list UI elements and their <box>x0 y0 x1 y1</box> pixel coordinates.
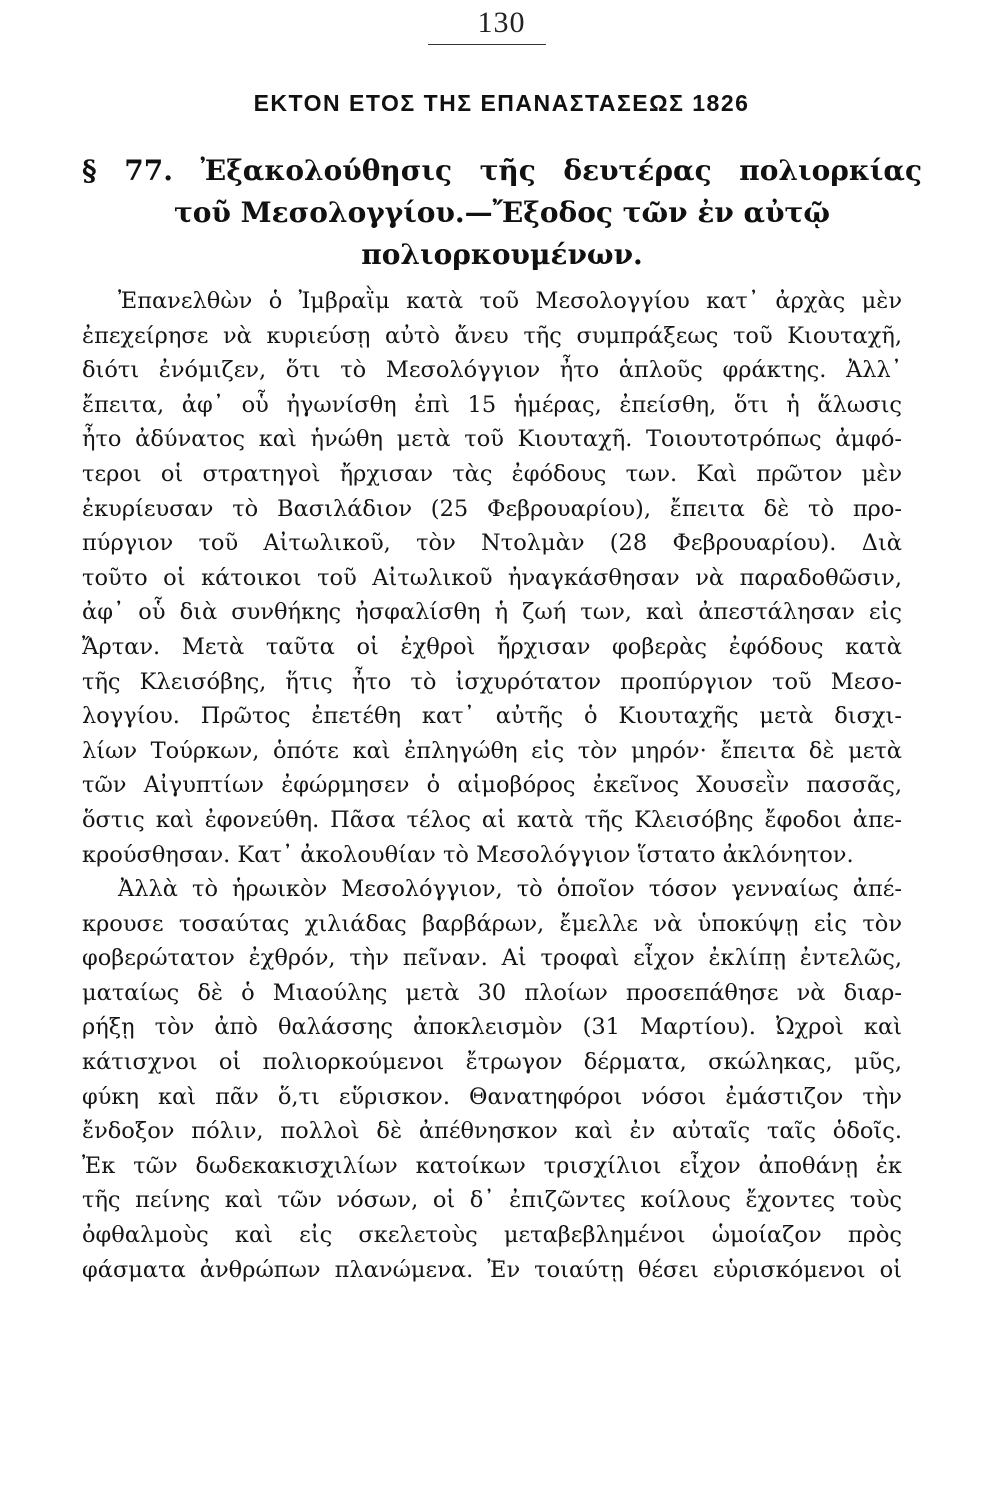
text-line: τῶν Αἰγυπτίων ἐφώρμησεν ὁ αἱμοβόρος ἐκεῖνος Χουσεῒν πασσᾶς, <box>82 772 902 799</box>
text-line: ἐπεχείρησε νὰ κυριεύσῃ αὐτὸ ἄνευ τῆς συμπράξεως τοῦ Κιουταχῆ, <box>82 322 902 349</box>
text-line: ἦτο ἀδύνατος καὶ ἡνώθη μετὰ τοῦ Κιουταχῆ. Τοιουτοτρόπως ἀμφό- <box>82 426 902 453</box>
text-line: τεροι οἱ στρατηγοὶ ἤρχισαν τὰς ἐφόδους των. Καὶ πρῶτον μὲν <box>82 460 902 487</box>
page-number-rule <box>428 44 546 45</box>
text-line: τῆς Κλεισόβης, ἥτις ἦτο τὸ ἰσχυρότατον προπύργιον τοῦ Μεσο- <box>82 668 902 695</box>
page-number: 130 <box>477 6 526 39</box>
text-line: τῆς πείνης καὶ τῶν νόσων, οἱ δ᾽ ἐπιζῶντες κοίλους ἔχοντες τοὺς <box>82 1187 902 1214</box>
text-line: Ἐπανελθὼν ὁ Ἰμβραῒμ κατὰ τοῦ Μεσολογγίου κατ᾽ ἀρχὰς μὲν <box>118 288 902 314</box>
text-line: ματαίως δὲ ὁ Μιαούλης μετὰ 30 πλοίων προσεπάθησε νὰ διαρ- <box>82 979 902 1006</box>
text-line: λίων Τούρκων, ὁπότε καὶ ἐπληγώθη εἰς τὸν μηρόν· ἔπειτα δὲ μετὰ <box>82 737 902 764</box>
text-line: ἀφ᾽ οὗ διὰ συνθήκης ἠσφαλίσθη ἡ ζωή των, καὶ ἀπεστάλησαν εἰς <box>82 599 902 626</box>
text-line: Ἄρταν. Μετὰ ταῦτα οἱ ἐχθροὶ ἤρχισαν φοβερὰς ἐφόδους κατὰ <box>82 633 902 660</box>
text-line: διότι ἐνόμιζεν, ὅτι τὸ Μεσολόγγιον ἦτο ἁπλοῦς φράκτης. Ἀλλ᾽ <box>82 357 902 384</box>
text-line: κρούσθησαν. Κατ᾽ ἀκολουθίαν τὸ Μεσολόγγιον ἵστατο ἀκλόνητον. <box>82 841 854 868</box>
text-line: λογγίου. Πρῶτος ἐπετέθη κατ᾽ αὐτῆς ὁ Κιουταχῆς μετὰ δισχι- <box>82 703 902 730</box>
section-heading-line-2: τοῦ Μεσολογγίου.—Ἔξοδος τῶν ἐν αὐτῷ <box>173 196 831 229</box>
body-paragraphs <box>82 284 902 1287</box>
text-line: πύργιον τοῦ Αἰτωλικοῦ, τὸν Ντολμὰν (28 Φεβρουαρίου). Διὰ <box>82 530 902 557</box>
text-line: ὅστις καὶ ἐφονεύθη. Πᾶσα τέλος αἱ κατὰ τῆς Κλεισόβης ἔφοδοι ἀπε- <box>82 806 902 833</box>
text-line: ἔπειτα, ἀφ᾽ οὗ ἠγωνίσθη ἐπὶ 15 ἡμέρας, ἐπείσθη, ὅτι ἡ ἅλωσις <box>82 391 902 418</box>
text-line: ἔνδοξον πόλιν, πολλοὶ δὲ ἀπέθνησκον καὶ ἐν αὐταῖς ταῖς ὁδοῖς. <box>82 1118 902 1145</box>
running-head: ΕΚΤΟΝ ΕΤΟΣ ΤΗΣ ΕΠΑΝΑΣΤΑΣΕΩΣ 1826 <box>253 90 750 116</box>
text-line: κάτισχνοι οἱ πολιορκούμενοι ἔτρωγον δέρματα, σκώληκας, μῦς, <box>82 1049 902 1076</box>
text-line: φύκη καὶ πᾶν ὅ,τι εὕρισκον. Θανατηφόροι νόσοι ἐμάστιζον τὴν <box>82 1083 902 1110</box>
text-line: φοβερώτατον ἐχθρόν, τὴν πεῖναν. Αἱ τροφαὶ εἶχον ἐκλίπῃ ἐντελῶς, <box>82 945 902 972</box>
section-heading <box>82 150 922 276</box>
text-line: ἐκυρίευσαν τὸ Βασιλάδιον (25 Φεβρουαρίου), ἔπειτα δὲ τὸ προ- <box>82 495 902 522</box>
text-line: τοῦτο οἱ κάτοικοι τοῦ Αἰτωλικοῦ ἠναγκάσθησαν νὰ παραδοθῶσιν, <box>82 564 902 591</box>
section-heading-line-1: § 77. Ἐξακολούθησις τῆς δευτέρας πολιορκίας <box>82 154 922 187</box>
text-line: ὀφθαλμοὺς καὶ εἰς σκελετοὺς μεταβεβλημένοι ὡμοίαζον πρὸς <box>82 1222 902 1249</box>
section-heading-line-3: πολιορκουμένων. <box>361 238 643 271</box>
text-line: ρήξῃ τὸν ἀπὸ θαλάσσης ἀποκλεισμὸν (31 Μαρτίου). Ὠχροὶ καὶ <box>82 1014 902 1041</box>
text-line: Ἀλλὰ τὸ ἡρωικὸν Μεσολόγγιον, τὸ ὁποῖον τόσον γενναίως ἀπέ- <box>118 876 902 903</box>
text-line: κρουσε τοσαύτας χιλιάδας βαρβάρων, ἔμελλε νὰ ὑποκύψῃ εἰς τὸν <box>82 910 902 937</box>
text-line: φάσματα ἀνθρώπων πλανώμενα. Ἐν τοιαύτῃ θέσει εὑρισκόμενοι οἱ <box>82 1256 902 1283</box>
text-line: Ἐκ τῶν δωδεκακισχιλίων κατοίκων τρισχίλιοι εἶχον ἀποθάνῃ ἐκ <box>82 1152 902 1179</box>
